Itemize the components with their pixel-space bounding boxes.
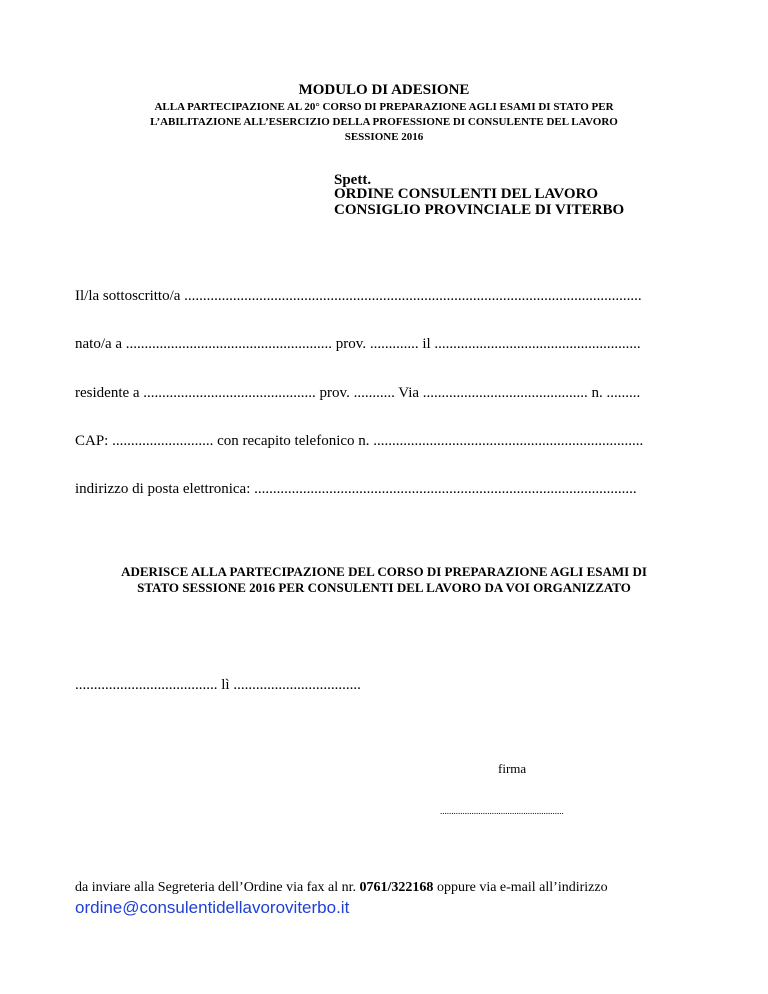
field-email-address[interactable]: indirizzo di posta elettronica: ......................................................................................................	[75, 481, 637, 497]
declaration-line-1: ADERISCE ALLA PARTECIPAZIONE DEL CORSO DI PREPARAZIONE AGLI ESAMI DI	[121, 564, 647, 579]
recipient-salutation: Spett.	[334, 172, 372, 188]
footer-email-link[interactable]: ordine@consulentidellavoroviterbo.it	[75, 898, 350, 917]
signature-line[interactable]: .......................................................	[440, 806, 564, 816]
footer-text-after: oppure via e-mail all’indirizzo	[433, 880, 608, 895]
form-title: MODULO DI ADESIONE	[298, 82, 470, 98]
field-cap-phone[interactable]: CAP: ........................... con recapito telefonico n. ........................................................................	[75, 433, 644, 449]
form-subtitle-line-3: SESSIONE 2016	[344, 131, 424, 143]
field-birthplace[interactable]: nato/a a ....................................................... prov. ............. il .......................................................	[75, 336, 641, 352]
footer-fax-number: 0761/322168	[359, 880, 434, 895]
form-subtitle-line-1: ALLA PARTECIPAZIONE AL 20° CORSO DI PREPARAZIONE AGLI ESAMI DI STATO PER	[154, 101, 614, 113]
declaration-line-2: STATO SESSIONE 2016 PER CONSULENTI DEL LAVORO DA VOI ORGANIZZATO	[137, 580, 631, 595]
footer-text-before: da inviare alla Segreteria dell’Ordine via fax al nr.	[75, 880, 360, 895]
form-subtitle-line-2: L’ABILITAZIONE ALL’ESERCIZIO DELLA PROFESSIONE DI CONSULENTE DEL LAVORO	[150, 116, 618, 128]
recipient-name: ORDINE CONSULENTI DEL LAVORO	[334, 186, 599, 202]
field-place-date[interactable]: ...................................... lì ..................................	[75, 677, 361, 693]
footer-instructions	[75, 880, 608, 896]
recipient-council: CONSIGLIO PROVINCIALE DI VITERBO	[334, 202, 625, 218]
field-undersigned[interactable]: Il/la sottoscritto/a ..........................................................................................................................	[75, 288, 642, 304]
signature-label: firma	[498, 761, 527, 776]
field-residence[interactable]: residente a .............................................. prov. ........... Via ............................................ n. .........	[75, 385, 641, 401]
